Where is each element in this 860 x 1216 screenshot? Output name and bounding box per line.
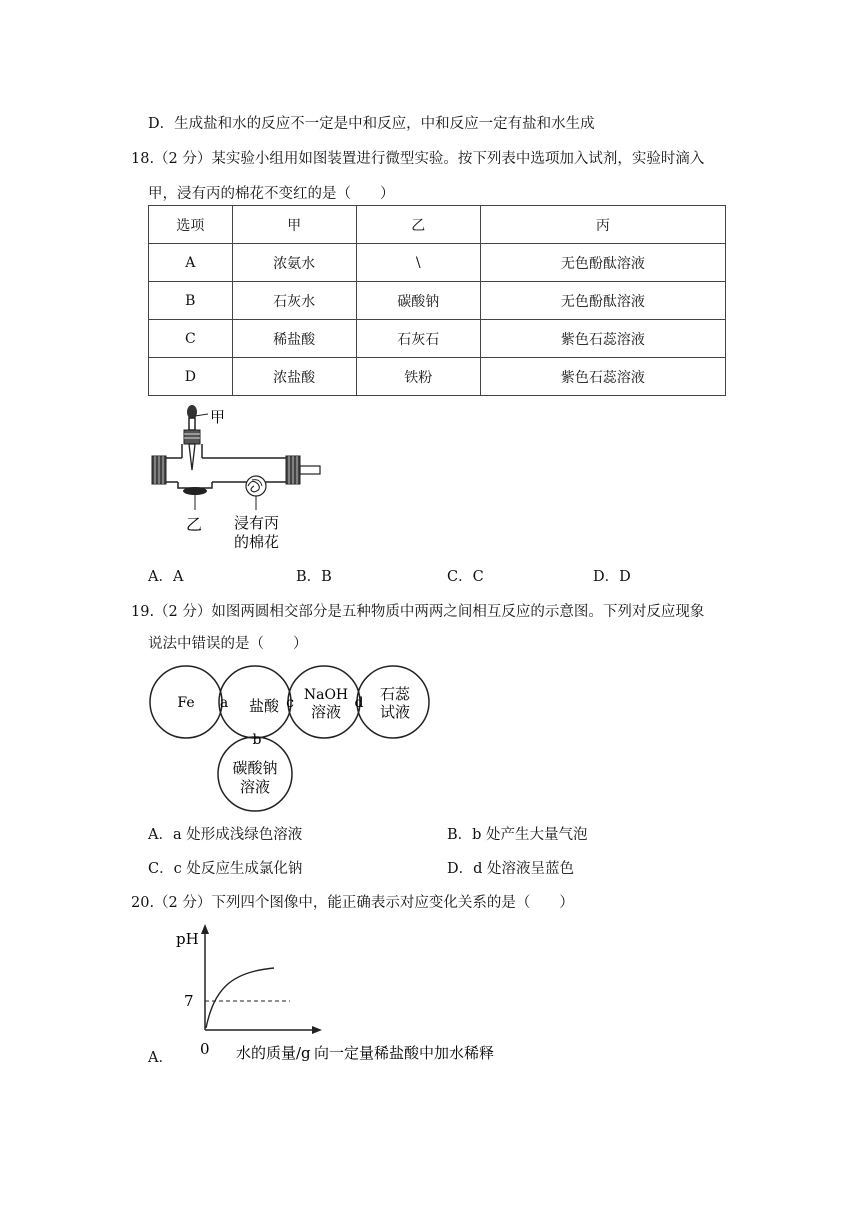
table-header-row — [149, 206, 726, 244]
table-cell: 铁粉 — [356, 358, 480, 396]
table-cell: 浓氨水 — [232, 244, 356, 282]
label-d: d — [354, 695, 364, 711]
y-axis-arrow — [201, 924, 209, 934]
graph-xlabel: 水的质量/g — [236, 1044, 311, 1062]
table-cell: 紫色石蕊溶液 — [480, 320, 725, 358]
label-a: a — [219, 695, 229, 711]
table-header-cell: 选项 — [149, 206, 233, 244]
label-naoh-line1: NaOH — [303, 687, 349, 703]
label-litmus-line1: 石蕊 — [379, 685, 411, 703]
q18-options-table — [148, 205, 726, 396]
q18-stem-line2: 甲，浸有丙的棉花不变红的是（ ） — [148, 186, 395, 202]
q19-choice-b: B．b 处产生大量气泡 — [447, 827, 588, 843]
q19-stem-line2: 说法中错误的是（ ） — [148, 636, 308, 652]
q18-choice-c: C．C — [447, 569, 484, 585]
table-cell: 石灰水 — [232, 282, 356, 320]
table-cell: 紫色石蕊溶液 — [480, 358, 725, 396]
table-cell: C — [149, 320, 233, 358]
table-cell: 浓盐酸 — [232, 358, 356, 396]
table-header-cell: 乙 — [356, 206, 480, 244]
graph-ylabel: pH — [176, 930, 199, 948]
table-cell: A — [149, 244, 233, 282]
stopper — [184, 430, 200, 444]
x-axis-arrow — [312, 1026, 322, 1034]
table-row — [149, 358, 726, 396]
q20-option-a-graph — [170, 920, 510, 1070]
table-cell: 石灰石 — [356, 320, 480, 358]
table-row — [149, 244, 726, 282]
q17-option-d: D．生成盐和水的反应不一定是中和反应，中和反应一定有盐和水生成 — [148, 116, 595, 132]
q19-choice-d: D．d 处溶液呈蓝色 — [447, 861, 575, 877]
q20-option-a-caption: 向一定量稀盐酸中加水稀释 — [314, 1044, 495, 1062]
dropper-tube — [189, 418, 195, 430]
ph-curve — [206, 968, 274, 1028]
label-na2co3-line2: 溶液 — [239, 778, 271, 796]
table-cell: 无色酚酞溶液 — [480, 244, 725, 282]
q18-choice-b: B．B — [296, 569, 332, 585]
cotton-swab — [246, 476, 266, 496]
table-cell: B — [149, 282, 233, 320]
q18-stem-line1: 18.（2 分）某实验小组用如图装置进行微型实验。按下列表中选项加入试剂，实验时滴入 — [131, 151, 705, 167]
q19-circles-figure — [148, 655, 438, 815]
q19-stem-line1: 19.（2 分）如图两圆相交部分是五种物质中两两之间相互反应的示意图。下列对反应现象 — [131, 604, 705, 620]
label-fe: Fe — [177, 695, 195, 711]
graph-origin: 0 — [200, 1040, 210, 1058]
dropper-bulb — [187, 405, 197, 419]
label-cotton-line1: 浸有丙 — [234, 514, 280, 532]
q20-stem: 20.（2 分）下列四个图像中，能正确表示对应变化关系的是（ ） — [131, 895, 574, 911]
table-cell: 稀盐酸 — [232, 320, 356, 358]
q20-option-a-prefix: A． — [148, 1050, 173, 1066]
label-naoh-line2: 溶液 — [310, 703, 342, 721]
label-cotton-line2: 的棉花 — [234, 533, 280, 551]
table-header-cell: 丙 — [480, 206, 725, 244]
label-yi: 乙 — [186, 515, 203, 534]
label-c: c — [286, 695, 294, 711]
label-hcl: 盐酸 — [248, 697, 280, 715]
table-cell: 碳酸钠 — [356, 282, 480, 320]
q19-choice-a: A．a 处形成浅绿色溶液 — [148, 827, 303, 843]
label-jia: 甲 — [210, 408, 226, 426]
table-header-cell: 甲 — [232, 206, 356, 244]
table-cell: D — [149, 358, 233, 396]
outlet-tube — [300, 466, 320, 474]
q19-choice-c: C．c 处反应生成氯化钠 — [148, 861, 303, 877]
label-b: b — [252, 732, 262, 748]
label-na2co3-line1: 碳酸钠 — [232, 759, 278, 777]
table-cell: \ — [356, 244, 480, 282]
table-cell: 无色酚酞溶液 — [480, 282, 725, 320]
q18-choice-d: D．D — [593, 569, 631, 585]
graph-tick-7: 7 — [184, 992, 194, 1010]
q18-apparatus-figure — [148, 402, 338, 554]
table-row — [149, 320, 726, 358]
q18-choice-a: A．A — [148, 569, 184, 585]
table-row — [149, 282, 726, 320]
label-litmus-line2: 试液 — [379, 703, 411, 721]
